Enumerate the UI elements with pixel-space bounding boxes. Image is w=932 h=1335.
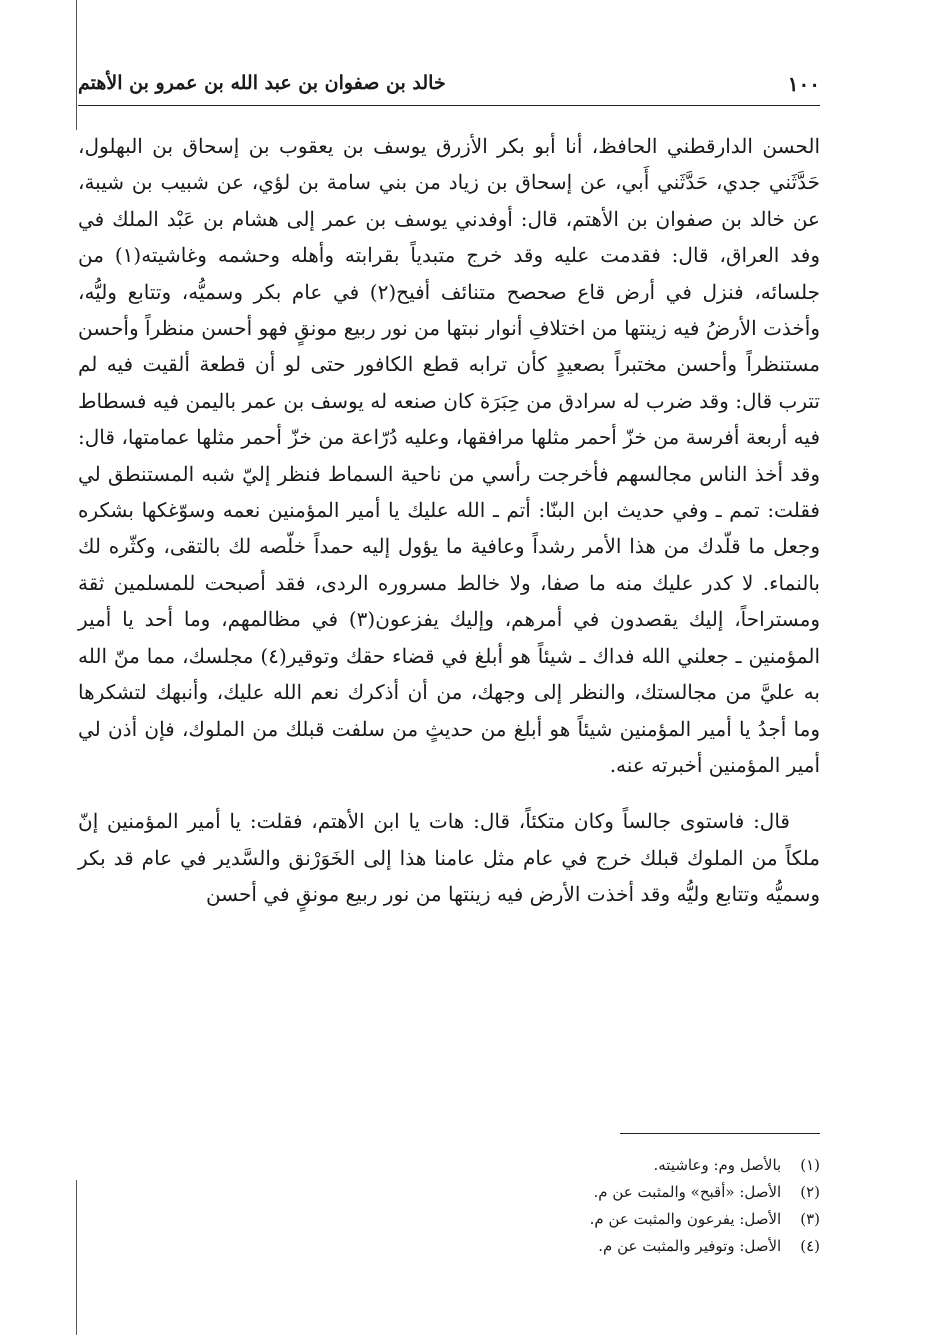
page-number: ١٠٠ [787,72,820,96]
footnote-text: بالأصل وم: وعاشيته. [653,1156,782,1174]
footnote-text: الأصل: يفرعون والمثبت عن م. [589,1210,782,1228]
main-text [78,128,820,913]
page-header [78,70,820,110]
paragraph-2: قال: فاستوى جالساً وكان متكئاً، قال: هات يا ابن الأهتم، فقلت: يا أمير المؤمنين إنّ ملكاً من الملوك قبلك خرج في عام مثل عامنا هذا إلى الخَوَرْنق والسَّدير في عام قد بكر وسميُّه وتتابع وليُّه وقد أخذت الأرض فيه زينتها من نور ربيع مونقٍ في أحسن [78,809,820,907]
footnote-item [300,1179,820,1206]
footnote-rule [620,1133,820,1134]
footnote-number: (٣) [800,1210,820,1228]
paragraph-1: الحسن الدارقطني الحافظ، أنا أبو بكر الأزرق يوسف بن يعقوب بن إسحاق بن البهلول، حَدَّثَني جدي، حَدَّثَني أَبي، عن إسحاق بن زياد من بني سامة بن لؤي، عن شبيب بن شيبة، عن خالد بن صفوان بن الأهتم، قال: أوفدني يوسف بن عمر إلى هشام بن عَبْد الملك في وفد العراق، قال: فقدمت عليه وقد خرج متبدياً بقرابته وأهله وحشمه وغاشيته(١) من جلسائه، فنزل في أرض قاع صحصح متنائف أفيح(٢) في عام بكر وسميُّه، وتتابع وليُّه، وأخذت الأرضُ فيه زينتها من اختلافِ أنوار نبتها من نور ربيع مونقٍ فهو أحسن منظراً وأحسن مستنظراً وأحسن مختبراً بصعيدٍ كأن ترابه قطع الكافور حتى لو أن قطعة ألقيت فيه لم تترب قال: وقد ضرب له سرادق من حِبَرَة كان صنعه له يوسف بن عمر باليمن فيه فسطاط فيه أربعة أفرسة من خزّ أحمر مثلها مرافقها، وعليه دُرّاعة من خزّ أحمر مثلها عمامتها، قال: وقد أخذ الناس مجالسهم فأخرجت رأسي من ناحية السماط فنظر إليّ شبه المستنطق لي فقلت: تمم ـ وفي حديث ابن البنّا: أتم ـ الله عليك يا أمير المؤمنين نعمه وسوّغكها بشكره وجعل ما قلّدك من هذا الأمر رشداً وعافية ما يؤول إليه حمداً خلّصه لك بالتقى، وكثّره لك بالنماء. لا كدر عليك منه ما صفا، ولا خالط مسروره الردى، فقد أصبحت للمسلمين ثقة ومستراحاً، إليك يقصدون في أمرهم، وإليك يفزعون(٣) في مظالمهم، وما أحد يا أمير المؤمنين ـ جعلني الله فداك ـ شيئاً هو أبلغ في قضاء حقك وتوقير(٤) مجلسك، مما منّ الله به عليَّ من مجالستك، والنظر إلى وجهك، من أن أذكرك نعم الله عليك، وأنبهك لتشكرها وما أجدُ يا أمير المؤمنين شيئاً هو أبلغ من حديثٍ من سلفت قبلك من الملوك، فإن أذن لي أمير المؤمنين أخبرته عنه. [78,134,821,777]
footnote-text: الأصل: وتوفير والمثبت عن م. [598,1237,782,1255]
footnote-item [300,1233,820,1260]
gutter-line-top [76,0,77,130]
running-title: خالد بن صفوان بن عبد الله بن عمرو بن الأهتم [78,72,446,94]
footnote-item [300,1152,820,1179]
footnote-number: (١) [800,1156,820,1174]
footnote-number: (٢) [800,1183,820,1201]
gutter-line-bottom [76,1180,77,1335]
header-rule [78,105,820,106]
footnote-text: الأصل: «أقبح» والمثبت عن م. [593,1183,782,1201]
footnote-item [300,1206,820,1233]
footnote-number: (٤) [800,1237,820,1255]
footnotes-list [300,1152,820,1260]
